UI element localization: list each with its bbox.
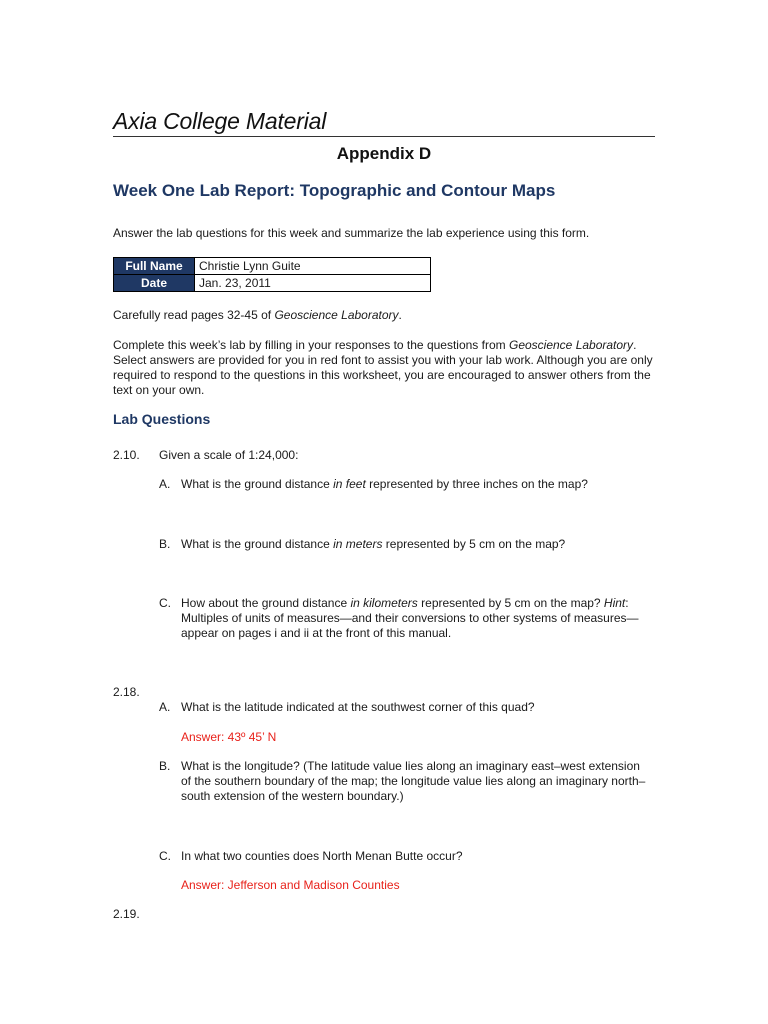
question-2-10-number: 2.10. (113, 448, 140, 462)
student-info-table (113, 257, 431, 292)
q210b-em: in meters (333, 537, 383, 551)
lab-report-title: Week One Lab Report: Topographic and Contour Maps (113, 181, 556, 200)
question-2-10-text: Given a scale of 1:24,000: (159, 448, 299, 462)
full-name-label: Full Name (114, 258, 195, 275)
date-label: Date (114, 275, 195, 292)
question-2-19-number: 2.19. (113, 907, 140, 921)
question-2-10-c-letter: C. (159, 596, 171, 610)
full-name-row (114, 258, 431, 275)
question-2-10-b-text (181, 537, 565, 552)
question-2-10-a-letter: A. (159, 477, 171, 491)
full-name-value[interactable]: Christie Lynn Guite (195, 258, 431, 275)
q210c-pre: How about the ground distance (181, 596, 351, 610)
question-2-18-a-text: What is the latitude indicated at the southwest corner of this quad? (181, 700, 535, 714)
lab-instructions (113, 338, 658, 398)
question-2-18-c-answer: Answer: Jefferson and Madison Counties (181, 878, 400, 892)
reading-suffix: . (398, 308, 402, 322)
question-2-18-a-answer: Answer: 43º 45’ N (181, 730, 277, 744)
question-2-18-c-letter: C. (159, 849, 171, 863)
lab-questions-heading: Lab Questions (113, 411, 211, 427)
header-divider (113, 136, 655, 137)
q210c-post: : Multiples of units of measures—and their conversions to other systems of measures—appear on pages i and ii at the front of this manual. (181, 596, 639, 640)
question-2-18-c-text: In what two counties does North Menan Butte occur? (181, 849, 463, 863)
question-2-18-a-letter: A. (159, 700, 171, 714)
q210a-em: in feet (333, 477, 366, 491)
question-2-10-a-text (181, 477, 588, 492)
q210b-pre: What is the ground distance (181, 537, 334, 551)
instructions-part2: . Select answers are provided for you in red font to assist you with your lab work. Although you are only required to respond to the questions in this worksheet, you are encouraged to answer others from the text on your own. (113, 338, 653, 397)
appendix-heading: Appendix D (336, 144, 432, 163)
date-value[interactable]: Jan. 23, 2011 (195, 275, 431, 292)
document-header-title: Axia College Material (113, 108, 327, 134)
question-2-10-b-letter: B. (159, 537, 171, 551)
q210c-hint: Hint (603, 596, 626, 610)
reading-book-title: Geoscience Laboratory (274, 308, 399, 322)
question-2-18-b-text: What is the longitude? (The latitude value lies along an imaginary east–west extension of the southern boundary of the map; the longitude value lies along an imaginary north–south extension of the western boundary.) (181, 759, 646, 803)
question-2-10-c-text (181, 596, 651, 641)
question-2-18-b-letter: B. (159, 759, 171, 773)
question-2-18-number: 2.18. (113, 685, 140, 699)
reading-prefix: Carefully read pages 32-45 of (113, 308, 275, 322)
q210c-em: in kilometers (350, 596, 418, 610)
q210c-mid: represented by 5 cm on the map? (417, 596, 604, 610)
date-row (114, 275, 431, 292)
intro-text: Answer the lab questions for this week and summarize the lab experience using this form. (113, 226, 590, 240)
q210a-pre: What is the ground distance (181, 477, 334, 491)
reading-instruction (113, 308, 402, 323)
instructions-book-title: Geoscience Laboratory (508, 338, 634, 352)
q210b-post: represented by 5 cm on the map? (382, 537, 566, 551)
q210a-post: represented by three inches on the map? (365, 477, 588, 491)
instructions-part1: Complete this week’s lab by filling in your responses to the questions from (113, 338, 509, 352)
